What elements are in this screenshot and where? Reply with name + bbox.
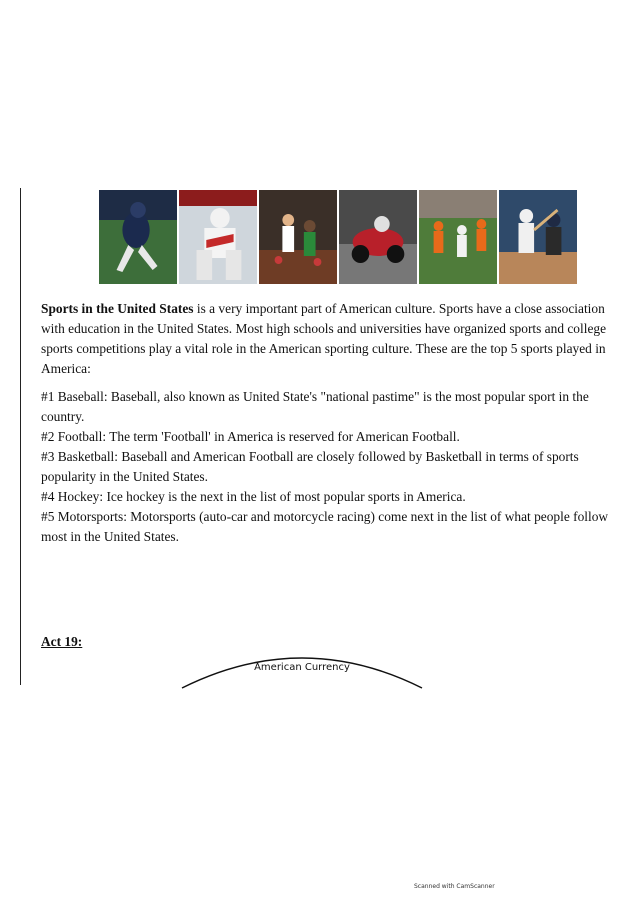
football-player-photo	[99, 190, 177, 284]
activity-label: Act 19:	[41, 634, 83, 649]
motorsport-photo	[339, 190, 417, 284]
hockey-goalie-photo	[179, 190, 257, 284]
scanner-footer: Scanned with CamScanner	[414, 883, 495, 890]
paragraph-gap	[41, 379, 625, 387]
margin-line	[20, 188, 21, 685]
basketball-game-photo	[259, 190, 337, 284]
currency-arc	[178, 648, 426, 690]
intro-paragraph	[41, 299, 625, 379]
sport-item-5: #5 Motorsports: Motorsports (auto-car and motorcycle racing) come next in the list of what people follow most in the United States.	[41, 509, 609, 544]
arc-title: American Currency	[254, 662, 350, 673]
intro-bold-phrase: Sports in the United States	[41, 301, 194, 316]
sport-item-2: #2 Football: The term 'Football' in America is reserved for American Football.	[41, 429, 460, 444]
football-game-photo	[419, 190, 497, 284]
article-text	[41, 299, 625, 547]
sport-item-1: #1 Baseball: Baseball, also known as United State's "national pastime" is the most popular sport in the country.	[41, 389, 589, 424]
intro-body: is a very important part of American culture. Sports have a close association with education in the United States. Most high schools and universities have organized sports and college sports competitions play a vital role in the American sporting culture. These are the top 5 sports played in America:	[41, 301, 607, 376]
sport-item-3: #3 Basketball: Baseball and American Football are closely followed by Basketball in terms of sports popularity in the United States.	[41, 449, 579, 484]
sport-item-4: #4 Hockey: Ice hockey is the next in the list of most popular sports in America.	[41, 489, 466, 504]
sports-photo-strip	[99, 190, 577, 284]
baseball-play-photo	[499, 190, 577, 284]
